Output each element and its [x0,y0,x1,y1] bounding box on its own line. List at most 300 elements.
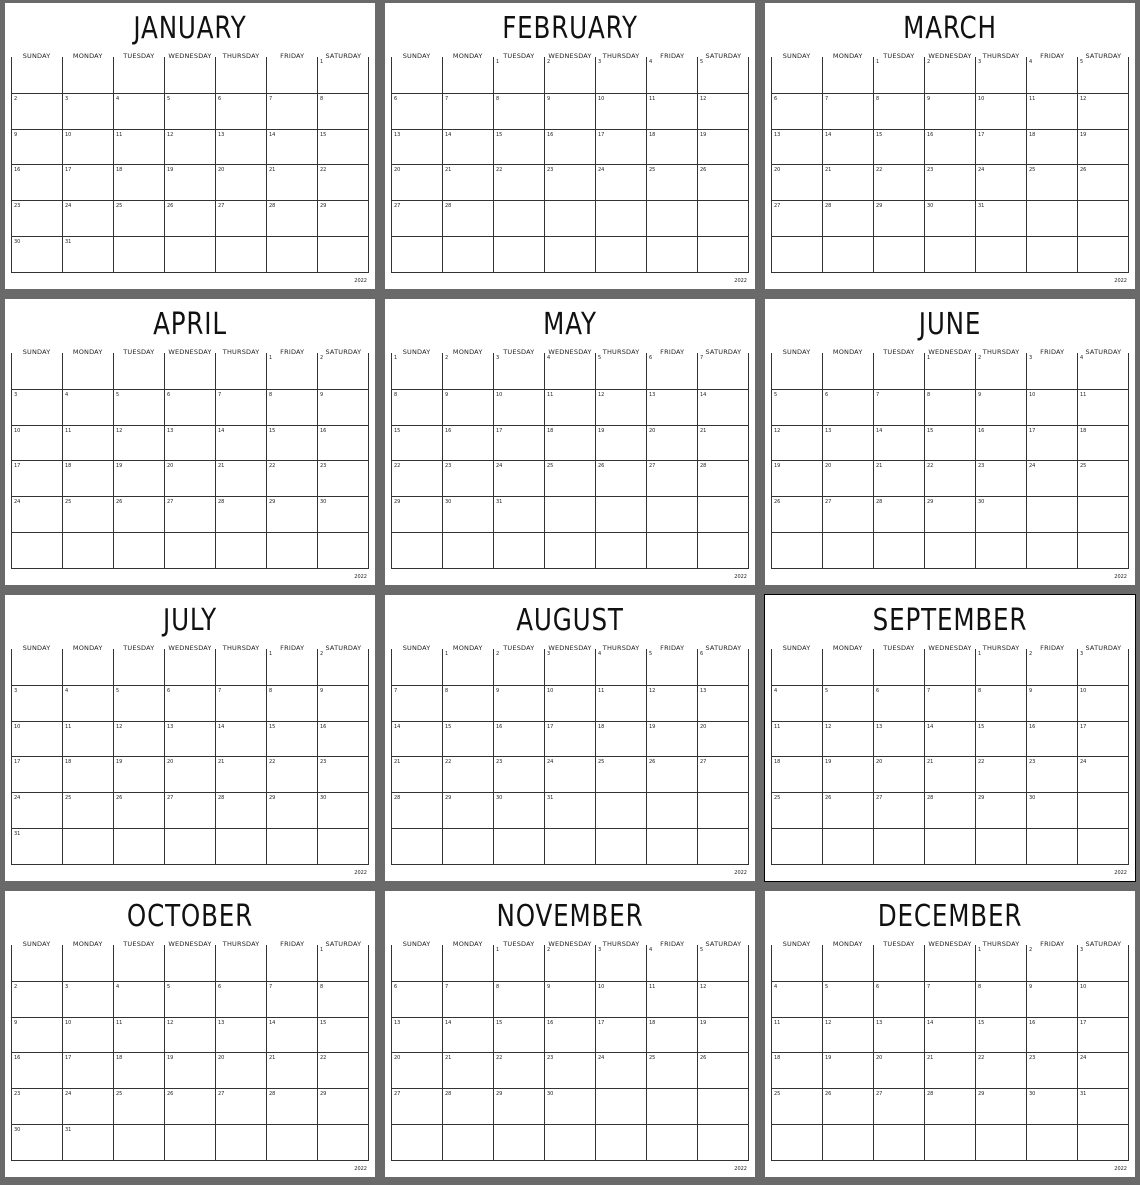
day-cell[interactable] [113,792,164,828]
day-cell[interactable] [113,93,164,129]
day-cell[interactable] [493,1052,544,1088]
day-cell[interactable] [595,981,646,1017]
day-cell[interactable] [113,164,164,200]
day-cell[interactable] [493,1017,544,1053]
day-cell[interactable] [544,200,595,236]
day-cell[interactable] [646,200,697,236]
day-cell[interactable] [822,981,873,1017]
day-cell[interactable] [873,756,924,792]
day-cell[interactable] [1077,353,1128,389]
day-cell[interactable] [266,721,317,757]
day-cell[interactable] [924,532,975,568]
day-cell[interactable] [113,1052,164,1088]
day-cell[interactable] [924,353,975,389]
day-cell[interactable] [113,685,164,721]
day-cell[interactable] [391,496,442,532]
day-cell[interactable] [646,236,697,272]
day-cell[interactable] [11,756,62,792]
day-cell[interactable] [646,649,697,685]
day-cell[interactable] [771,236,822,272]
day-cell[interactable] [975,828,1026,864]
day-cell[interactable] [873,353,924,389]
day-cell[interactable] [317,828,368,864]
day-cell[interactable] [595,57,646,93]
day-cell[interactable] [1077,129,1128,165]
day-cell[interactable] [873,1124,924,1160]
day-cell[interactable] [317,236,368,272]
day-cell[interactable] [442,945,493,981]
day-cell[interactable] [1077,532,1128,568]
day-cell[interactable] [1077,93,1128,129]
day-cell[interactable] [493,756,544,792]
day-cell[interactable] [215,129,266,165]
day-cell[interactable] [646,792,697,828]
day-cell[interactable] [391,425,442,461]
day-cell[interactable] [442,425,493,461]
day-cell[interactable] [1077,792,1128,828]
day-cell[interactable] [544,756,595,792]
day-cell[interactable] [873,389,924,425]
day-cell[interactable] [822,756,873,792]
day-cell[interactable] [595,756,646,792]
day-cell[interactable] [975,496,1026,532]
day-cell[interactable] [1077,460,1128,496]
day-cell[interactable] [62,236,113,272]
day-cell[interactable] [544,164,595,200]
day-cell[interactable] [266,425,317,461]
day-cell[interactable] [391,828,442,864]
day-cell[interactable] [113,981,164,1017]
day-cell[interactable] [822,236,873,272]
day-cell[interactable] [697,496,748,532]
day-cell[interactable] [113,1124,164,1160]
day-cell[interactable] [822,93,873,129]
day-cell[interactable] [442,57,493,93]
day-cell[interactable] [975,200,1026,236]
day-cell[interactable] [1026,649,1077,685]
day-cell[interactable] [873,792,924,828]
day-cell[interactable] [822,649,873,685]
day-cell[interactable] [595,200,646,236]
day-cell[interactable] [442,685,493,721]
day-cell[interactable] [697,200,748,236]
day-cell[interactable] [164,721,215,757]
day-cell[interactable] [11,496,62,532]
day-cell[interactable] [164,981,215,1017]
day-cell[interactable] [697,756,748,792]
day-cell[interactable] [975,1124,1026,1160]
day-cell[interactable] [164,828,215,864]
day-cell[interactable] [442,828,493,864]
day-cell[interactable] [697,721,748,757]
day-cell[interactable] [266,164,317,200]
day-cell[interactable] [164,532,215,568]
day-cell[interactable] [317,1124,368,1160]
day-cell[interactable] [595,792,646,828]
day-cell[interactable] [442,1052,493,1088]
day-cell[interactable] [822,721,873,757]
day-cell[interactable] [62,353,113,389]
day-cell[interactable] [822,685,873,721]
day-cell[interactable] [493,93,544,129]
day-cell[interactable] [595,389,646,425]
day-cell[interactable] [771,981,822,1017]
day-cell[interactable] [317,945,368,981]
day-cell[interactable] [391,685,442,721]
day-cell[interactable] [493,496,544,532]
day-cell[interactable] [595,93,646,129]
day-cell[interactable] [442,496,493,532]
day-cell[interactable] [113,353,164,389]
day-cell[interactable] [317,1088,368,1124]
day-cell[interactable] [771,200,822,236]
day-cell[interactable] [595,1017,646,1053]
day-cell[interactable] [975,236,1026,272]
day-cell[interactable] [317,200,368,236]
day-cell[interactable] [11,945,62,981]
day-cell[interactable] [11,200,62,236]
day-cell[interactable] [697,981,748,1017]
day-cell[interactable] [646,756,697,792]
day-cell[interactable] [924,649,975,685]
day-cell[interactable] [11,93,62,129]
day-cell[interactable] [164,1088,215,1124]
day-cell[interactable] [975,532,1026,568]
day-cell[interactable] [113,532,164,568]
day-cell[interactable] [822,1052,873,1088]
day-cell[interactable] [391,389,442,425]
day-cell[interactable] [771,792,822,828]
day-cell[interactable] [215,57,266,93]
day-cell[interactable] [317,57,368,93]
day-cell[interactable] [873,425,924,461]
day-cell[interactable] [697,460,748,496]
day-cell[interactable] [11,389,62,425]
day-cell[interactable] [924,1052,975,1088]
day-cell[interactable] [442,756,493,792]
day-cell[interactable] [771,756,822,792]
day-cell[interactable] [697,353,748,389]
day-cell[interactable] [544,1017,595,1053]
month-page-april[interactable] [5,299,375,585]
day-cell[interactable] [164,1017,215,1053]
day-cell[interactable] [266,1124,317,1160]
day-cell[interactable] [646,945,697,981]
day-cell[interactable] [164,236,215,272]
day-cell[interactable] [646,685,697,721]
day-cell[interactable] [544,721,595,757]
day-cell[interactable] [113,945,164,981]
day-cell[interactable] [771,57,822,93]
day-cell[interactable] [1026,1052,1077,1088]
day-cell[interactable] [266,945,317,981]
day-cell[interactable] [266,1052,317,1088]
day-cell[interactable] [1077,649,1128,685]
day-cell[interactable] [975,792,1026,828]
day-cell[interactable] [442,389,493,425]
day-cell[interactable] [697,945,748,981]
day-cell[interactable] [975,389,1026,425]
day-cell[interactable] [595,353,646,389]
day-cell[interactable] [771,129,822,165]
day-cell[interactable] [391,353,442,389]
month-page-july[interactable] [5,595,375,881]
day-cell[interactable] [493,532,544,568]
day-cell[interactable] [975,1052,1026,1088]
day-cell[interactable] [266,649,317,685]
day-cell[interactable] [595,425,646,461]
day-cell[interactable] [544,425,595,461]
day-cell[interactable] [595,236,646,272]
day-cell[interactable] [924,460,975,496]
day-cell[interactable] [62,1124,113,1160]
day-cell[interactable] [164,945,215,981]
day-cell[interactable] [317,496,368,532]
day-cell[interactable] [391,129,442,165]
day-cell[interactable] [873,1088,924,1124]
day-cell[interactable] [975,353,1026,389]
day-cell[interactable] [646,828,697,864]
day-cell[interactable] [544,981,595,1017]
day-cell[interactable] [266,1017,317,1053]
day-cell[interactable] [215,164,266,200]
day-cell[interactable] [873,532,924,568]
day-cell[interactable] [11,129,62,165]
day-cell[interactable] [62,93,113,129]
day-cell[interactable] [266,1088,317,1124]
day-cell[interactable] [544,496,595,532]
day-cell[interactable] [1026,164,1077,200]
day-cell[interactable] [113,236,164,272]
day-cell[interactable] [975,756,1026,792]
day-cell[interactable] [11,828,62,864]
day-cell[interactable] [391,792,442,828]
day-cell[interactable] [822,532,873,568]
day-cell[interactable] [266,496,317,532]
day-cell[interactable] [62,792,113,828]
day-cell[interactable] [113,129,164,165]
day-cell[interactable] [493,164,544,200]
day-cell[interactable] [1077,721,1128,757]
day-cell[interactable] [975,1088,1026,1124]
day-cell[interactable] [442,460,493,496]
day-cell[interactable] [391,721,442,757]
day-cell[interactable] [822,1017,873,1053]
day-cell[interactable] [1077,981,1128,1017]
day-cell[interactable] [391,649,442,685]
day-cell[interactable] [771,460,822,496]
day-cell[interactable] [391,945,442,981]
day-cell[interactable] [164,425,215,461]
day-cell[interactable] [822,460,873,496]
day-cell[interactable] [646,57,697,93]
day-cell[interactable] [266,236,317,272]
day-cell[interactable] [771,1017,822,1053]
day-cell[interactable] [1077,1088,1128,1124]
day-cell[interactable] [164,1052,215,1088]
day-cell[interactable] [975,425,1026,461]
day-cell[interactable] [11,792,62,828]
day-cell[interactable] [924,792,975,828]
day-cell[interactable] [646,353,697,389]
day-cell[interactable] [544,828,595,864]
day-cell[interactable] [646,129,697,165]
day-cell[interactable] [697,828,748,864]
day-cell[interactable] [822,828,873,864]
day-cell[interactable] [822,57,873,93]
day-cell[interactable] [771,353,822,389]
day-cell[interactable] [11,353,62,389]
day-cell[interactable] [822,425,873,461]
day-cell[interactable] [391,532,442,568]
day-cell[interactable] [493,1088,544,1124]
day-cell[interactable] [771,164,822,200]
month-page-september[interactable] [765,595,1135,881]
day-cell[interactable] [873,93,924,129]
month-page-january[interactable] [5,3,375,289]
day-cell[interactable] [391,460,442,496]
day-cell[interactable] [771,425,822,461]
day-cell[interactable] [1077,828,1128,864]
day-cell[interactable] [822,1088,873,1124]
day-cell[interactable] [493,200,544,236]
day-cell[interactable] [317,981,368,1017]
day-cell[interactable] [924,945,975,981]
day-cell[interactable] [266,200,317,236]
day-cell[interactable] [697,129,748,165]
day-cell[interactable] [164,389,215,425]
day-cell[interactable] [771,532,822,568]
day-cell[interactable] [975,981,1026,1017]
day-cell[interactable] [924,164,975,200]
day-cell[interactable] [113,460,164,496]
day-cell[interactable] [11,685,62,721]
day-cell[interactable] [62,164,113,200]
day-cell[interactable] [771,496,822,532]
day-cell[interactable] [11,425,62,461]
day-cell[interactable] [391,1088,442,1124]
day-cell[interactable] [595,828,646,864]
day-cell[interactable] [266,828,317,864]
day-cell[interactable] [164,93,215,129]
day-cell[interactable] [646,496,697,532]
day-cell[interactable] [317,460,368,496]
day-cell[interactable] [1077,945,1128,981]
day-cell[interactable] [113,200,164,236]
day-cell[interactable] [1026,532,1077,568]
day-cell[interactable] [873,236,924,272]
day-cell[interactable] [873,496,924,532]
day-cell[interactable] [544,389,595,425]
day-cell[interactable] [317,164,368,200]
day-cell[interactable] [164,1124,215,1160]
day-cell[interactable] [771,93,822,129]
day-cell[interactable] [215,1017,266,1053]
day-cell[interactable] [924,496,975,532]
day-cell[interactable] [822,129,873,165]
day-cell[interactable] [1026,460,1077,496]
day-cell[interactable] [544,532,595,568]
day-cell[interactable] [595,129,646,165]
day-cell[interactable] [1077,164,1128,200]
day-cell[interactable] [1026,93,1077,129]
day-cell[interactable] [595,164,646,200]
day-cell[interactable] [1077,1124,1128,1160]
day-cell[interactable] [62,1052,113,1088]
day-cell[interactable] [697,236,748,272]
day-cell[interactable] [266,460,317,496]
day-cell[interactable] [924,236,975,272]
day-cell[interactable] [646,164,697,200]
day-cell[interactable] [493,945,544,981]
day-cell[interactable] [113,1088,164,1124]
month-page-august[interactable] [385,595,755,881]
day-cell[interactable] [62,945,113,981]
day-cell[interactable] [493,57,544,93]
day-cell[interactable] [62,460,113,496]
day-cell[interactable] [975,685,1026,721]
day-cell[interactable] [11,164,62,200]
day-cell[interactable] [544,1124,595,1160]
day-cell[interactable] [697,164,748,200]
day-cell[interactable] [62,57,113,93]
day-cell[interactable] [113,756,164,792]
day-cell[interactable] [873,945,924,981]
day-cell[interactable] [1026,496,1077,532]
day-cell[interactable] [822,945,873,981]
day-cell[interactable] [391,57,442,93]
day-cell[interactable] [493,685,544,721]
day-cell[interactable] [595,1124,646,1160]
day-cell[interactable] [873,129,924,165]
day-cell[interactable] [873,721,924,757]
day-cell[interactable] [164,460,215,496]
day-cell[interactable] [697,649,748,685]
day-cell[interactable] [11,1017,62,1053]
day-cell[interactable] [697,93,748,129]
day-cell[interactable] [442,981,493,1017]
day-cell[interactable] [215,532,266,568]
day-cell[interactable] [62,496,113,532]
day-cell[interactable] [873,649,924,685]
day-cell[interactable] [317,389,368,425]
day-cell[interactable] [113,496,164,532]
day-cell[interactable] [62,721,113,757]
day-cell[interactable] [391,236,442,272]
day-cell[interactable] [1026,200,1077,236]
day-cell[interactable] [822,353,873,389]
day-cell[interactable] [1026,721,1077,757]
day-cell[interactable] [544,353,595,389]
day-cell[interactable] [215,1052,266,1088]
day-cell[interactable] [113,828,164,864]
day-cell[interactable] [62,649,113,685]
day-cell[interactable] [873,57,924,93]
day-cell[interactable] [595,649,646,685]
day-cell[interactable] [164,353,215,389]
day-cell[interactable] [924,981,975,1017]
day-cell[interactable] [62,425,113,461]
day-cell[interactable] [62,685,113,721]
day-cell[interactable] [113,1017,164,1053]
day-cell[interactable] [646,1124,697,1160]
day-cell[interactable] [924,129,975,165]
day-cell[interactable] [924,828,975,864]
day-cell[interactable] [1026,981,1077,1017]
day-cell[interactable] [215,200,266,236]
day-cell[interactable] [11,532,62,568]
day-cell[interactable] [442,164,493,200]
